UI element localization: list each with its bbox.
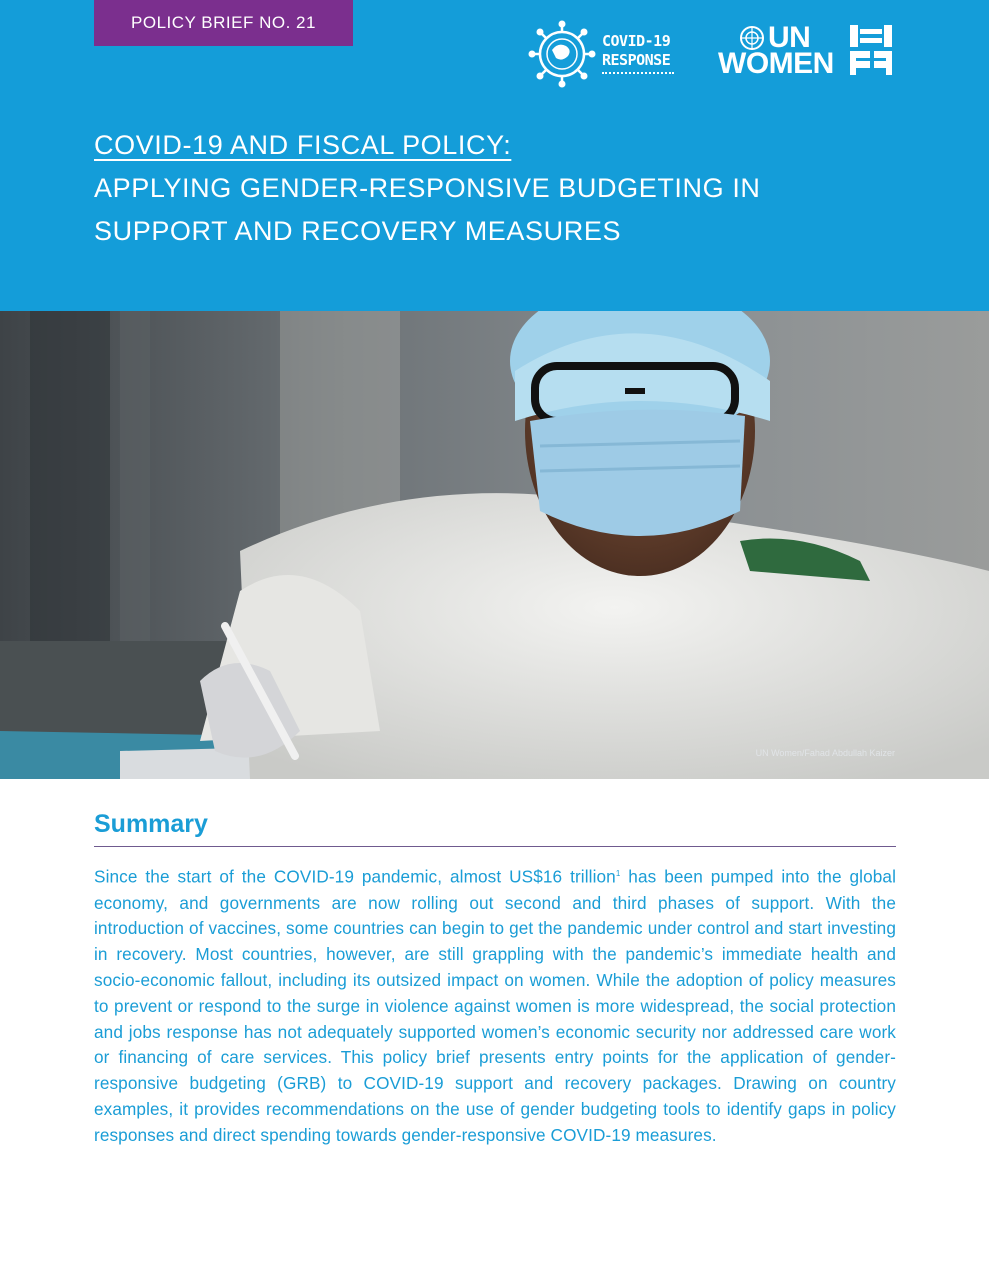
summary-text-part2: has been pumped into the global economy, and governments are now rolling out second and third phases of support. With the introduction of vaccines, some countries can begin to get the pandemic under control and start investing in recovery. Most countries, however, are still grappling with the pandemic’s immediate health and socio-economic fallout, including its outsized impact on women. While the adoption of policy measures to prevent or respond to the surge in violence against women is more widespread, the social protection and jobs response has not adequately supported women’s economic security nor addressed care work or financing of care services. This policy brief presents entry points for the application of gender-responsive budgeting (GRB) to COVID-19 support and recovery packages. Drawing on country examples, it provides recommendations on the use of gender budgeting tools to identify gaps in policy responses and direct spending towards gender-responsive COVID-19 measures. — [94, 866, 896, 1145]
health-worker-image — [0, 311, 989, 779]
un-logo-line1: UN — [768, 21, 811, 54]
title-line-3: SUPPORT AND RECOVERY MEASURES — [94, 216, 622, 246]
health-worker-photo — [0, 311, 989, 779]
footnote-marker: 1 — [615, 869, 621, 878]
policy-brief-label: POLICY BRIEF NO. 21 — [94, 0, 353, 46]
title-line-1: COVID-19 AND FISCAL POLICY: — [94, 130, 512, 160]
header-banner — [0, 0, 989, 311]
summary-heading: Summary — [94, 810, 208, 838]
summary-text-part1: Since the start of the COVID-19 pandemic, almost US$16 trillion — [94, 866, 616, 887]
summary-paragraph — [94, 861, 896, 1149]
covid-logo-line1: COVID-19 — [602, 32, 671, 50]
title-line-2: APPLYING GENDER-RESPONSIVE BUDGETING IN — [94, 173, 761, 203]
covid-response-logo — [528, 20, 680, 88]
covid-logo-underline — [602, 72, 674, 74]
un-emblem-icon — [738, 24, 766, 52]
un-women-logo — [716, 22, 896, 78]
un-logo-line2: WOMEN — [718, 47, 834, 80]
summary-divider — [94, 846, 896, 847]
women-symbol-icon — [850, 25, 894, 75]
covid-logo-line2: RESPONSE — [602, 51, 671, 69]
virus-globe-icon — [528, 20, 598, 88]
document-title — [94, 124, 914, 253]
photo-credit: UN Women/Fahad Abdullah Kaizer — [755, 748, 895, 758]
